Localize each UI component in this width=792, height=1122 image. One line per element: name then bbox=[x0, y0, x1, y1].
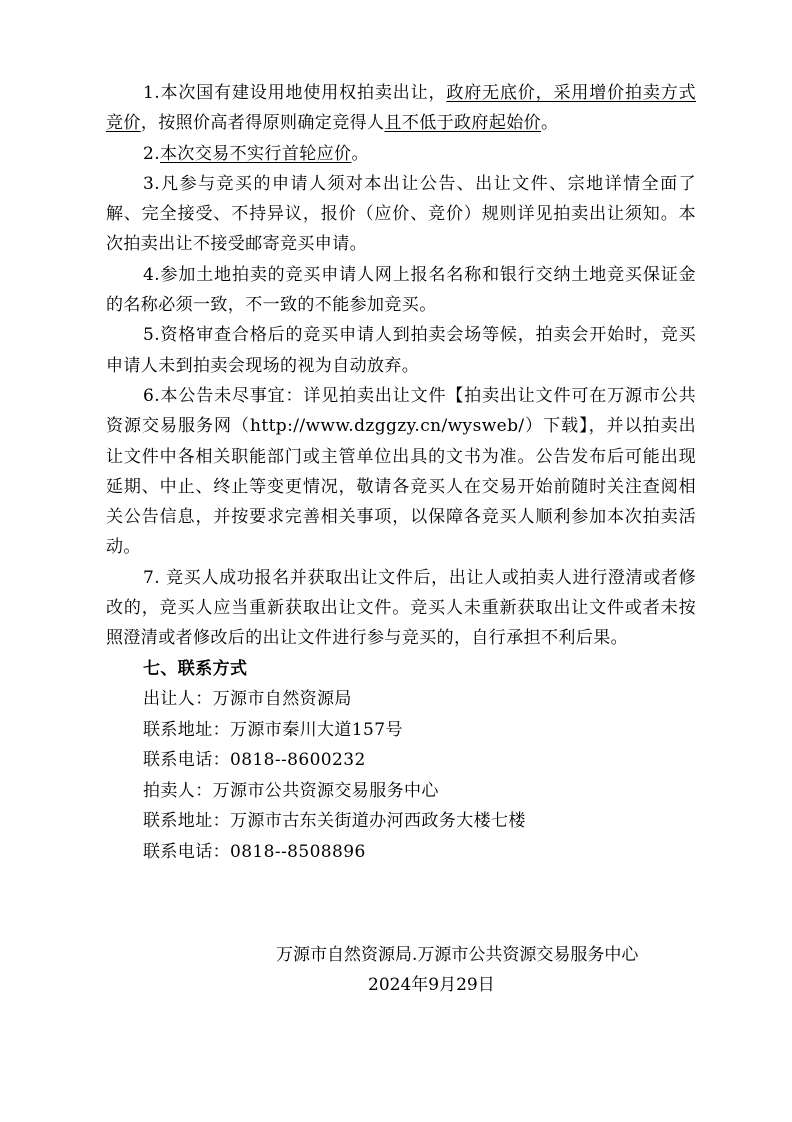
notice-item-2-suffix: 。 bbox=[351, 143, 369, 164]
contact-transferor-address: 联系地址：万源市秦川大道157号 bbox=[143, 719, 403, 740]
contact-transferor-phone: 联系电话：0818--8600232 bbox=[143, 750, 366, 771]
notice-item-5: 5.资格审查合格后的竞买申请人到拍卖会场等候，拍卖会开始时，竞买申请人未到拍卖会现场的视为自动放弃。 bbox=[106, 325, 696, 376]
contact-heading: 七、联系方式 bbox=[143, 658, 248, 679]
notice-item-1 bbox=[106, 78, 696, 139]
notice-item-1-mid: ，按照价高者得原则确定竞得人 bbox=[140, 113, 385, 134]
announcement-body bbox=[106, 78, 696, 868]
contact-auctioneer: 拍卖人：万源市公共资源交易服务中心 bbox=[143, 780, 439, 801]
contact-transferor: 出让人：万源市自然资源局 bbox=[143, 688, 352, 709]
notice-item-7: 7. 竞买人成功报名并获取出让文件后，出让人或拍卖人进行澄清或者修改的，竞买人应当重新获取出让文件。竞买人未重新获取出让文件或者未按照澄清或者修改后的出让文件进行参与竞买的，自行承担不利后果。 bbox=[106, 567, 696, 649]
notice-item-2-prefix: 2. bbox=[143, 143, 161, 164]
contact-list bbox=[106, 684, 696, 868]
signature-date: 2024年9月29日 bbox=[368, 975, 495, 995]
contact-auctioneer-phone: 联系电话：0818--8508896 bbox=[143, 841, 366, 862]
notice-item-1-suffix: 。 bbox=[541, 113, 559, 134]
notice-item-6: 6.本公告未尽事宜：详见拍卖出让文件【拍卖出让文件可在万源市公共资源交易服务网（http://www.dzggzy.cn/wysweb/）下载】，并以拍卖出让文件中各相关职能部门或主管单位出具的文书为准。公告发布后可能出现延期、中止、终止等变更情况，敬请各竞买人在交易开始前随时关注查阅相关公告信息，并按要求完善相关事项，以保障各竞买人顺利参加本次拍卖活动。 bbox=[106, 385, 696, 558]
signature-organizations: 万源市自然资源局.万源市公共资源交易服务中心 bbox=[276, 945, 639, 965]
notice-item-1-min-price: 且不低于政府起始价 bbox=[384, 113, 542, 134]
notice-item-1-no-reserve-price: 政府无底价，采用增价拍卖方式竞价 bbox=[106, 83, 696, 134]
contact-auctioneer-address: 联系地址：万源市古东关街道办河西政务大楼七楼 bbox=[143, 811, 526, 832]
notice-item-4: 4.参加土地拍卖的竞买申请人网上报名名称和银行交纳土地竞买保证金的名称必须一致，不一致的不能参加竞买。 bbox=[106, 264, 696, 316]
notice-item-2-no-first-round: 本次交易不实行首轮应价 bbox=[160, 143, 352, 164]
notice-item-3: 3.凡参与竞买的申请人须对本出让公告、出让文件、宗地详情全面了解、完全接受、不持异议，报价（应价、竞价）规则详见拍卖出让须知。本次拍卖出让不接受邮寄竞买申请。 bbox=[106, 173, 696, 255]
notice-item-2 bbox=[106, 139, 696, 169]
notice-item-1-prefix: 1.本次国有建设用地使用权拍卖出让， bbox=[143, 83, 447, 103]
